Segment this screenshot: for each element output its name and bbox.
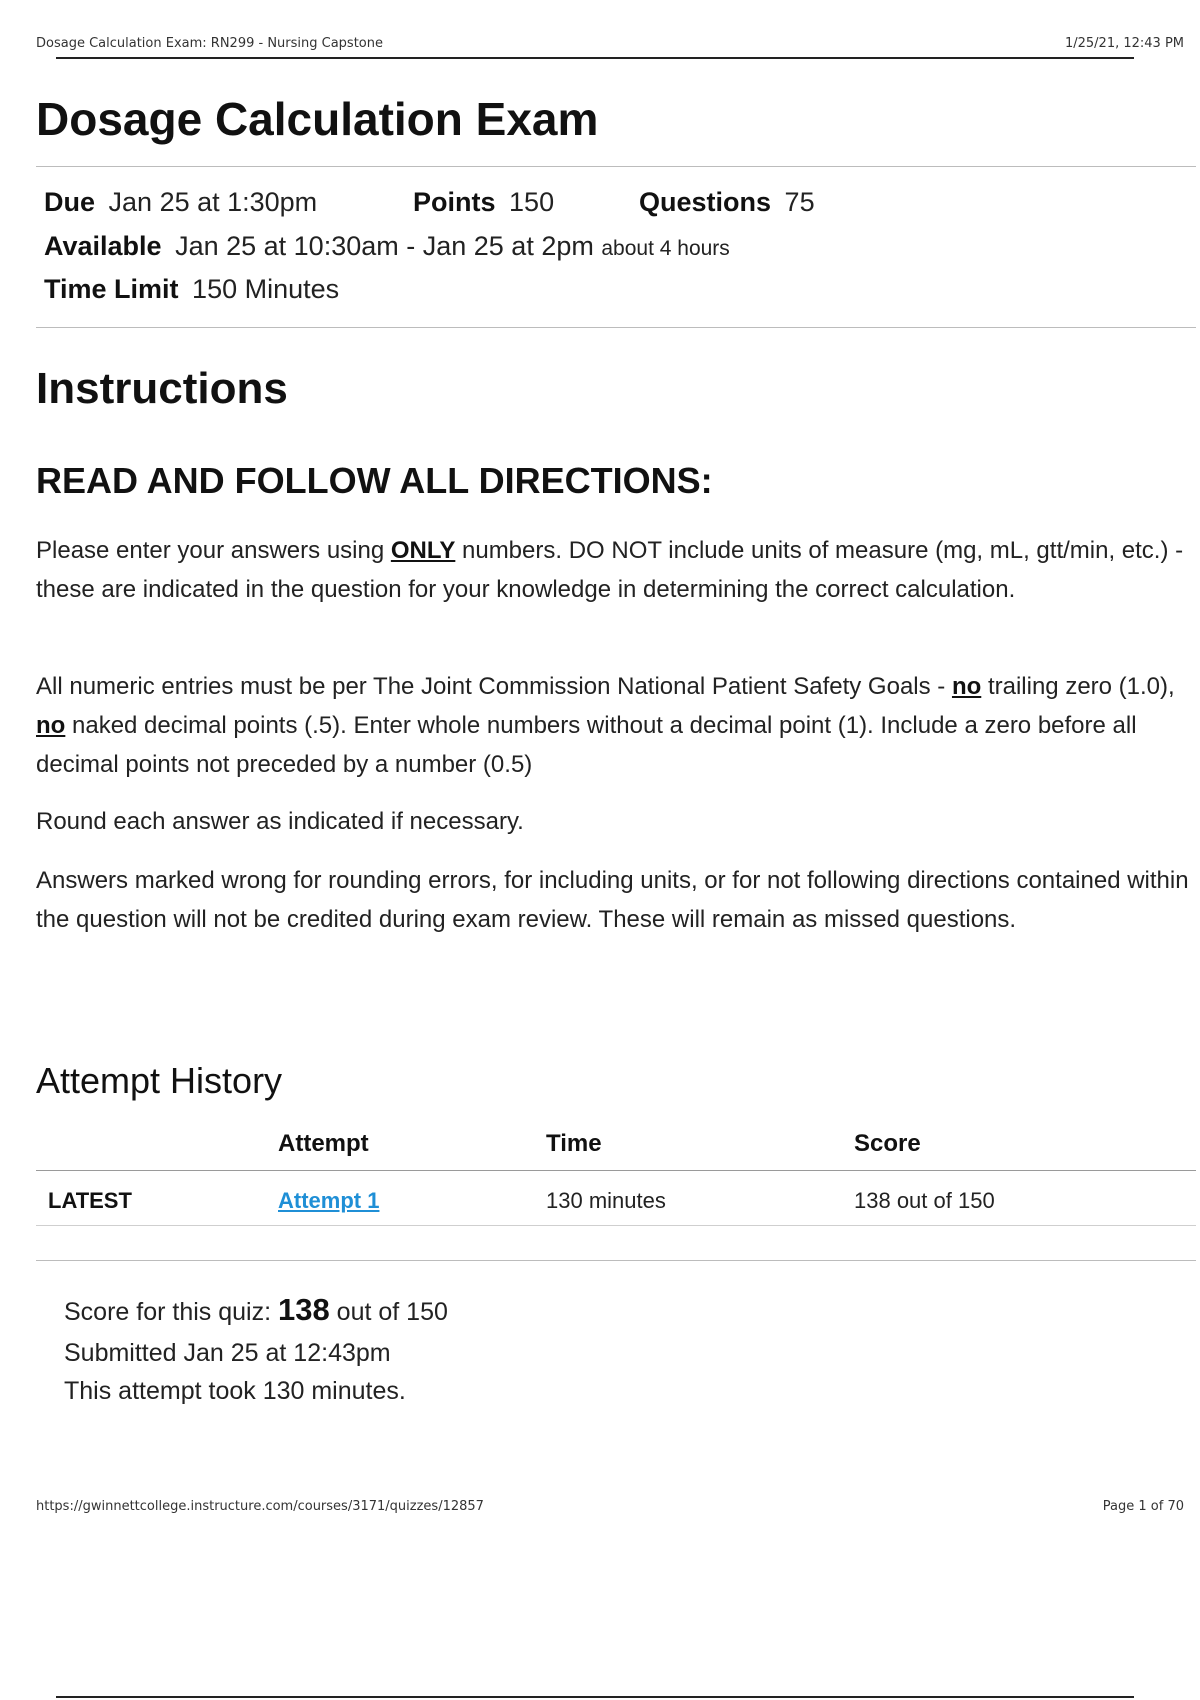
due-label: Due: [44, 187, 96, 217]
only-emphasis: ONLY: [390, 537, 456, 564]
print-footer-page-number: Page 1 of 70: [1102, 1499, 1184, 1514]
quiz-title: Dosage Calculation Exam: [36, 93, 599, 145]
print-footer: [36, 1499, 1184, 1519]
questions-info: [639, 187, 815, 218]
meta-divider: [36, 327, 1196, 328]
table-header-divider: [36, 1170, 1196, 1171]
points-label: Points: [413, 187, 496, 217]
title-divider: [36, 166, 1196, 167]
submitted-line: Submitted Jan 25 at 12:43pm: [64, 1339, 391, 1367]
attempt-score: 138 out of 150: [854, 1188, 995, 1213]
column-header-attempt: Attempt: [278, 1130, 369, 1157]
due-value: Jan 25 at 1:30pm: [108, 187, 318, 217]
print-header-title: Dosage Calculation Exam: RN299 - Nursing Capstone: [36, 36, 383, 51]
header-divider: [56, 57, 1134, 59]
available-info: [44, 231, 730, 262]
no-emphasis-1: no: [951, 673, 982, 700]
instruction-paragraph-2: All numeric entries must be per The Joint Commission National Patient Safety Goals - no trailing zero (1.0), no naked decimal points (.5). Enter whole numbers without a decimal point (1). Include a zero before all decimal points not preceded by a number (0.5): [36, 673, 1175, 778]
available-duration: about 4 hours: [601, 237, 730, 260]
time-limit-info: [44, 274, 339, 305]
attempt-history-heading: Attempt History: [36, 1060, 283, 1101]
instructions-heading: Instructions: [36, 364, 288, 413]
column-header-time: Time: [546, 1130, 602, 1157]
print-header: [36, 36, 1184, 56]
column-header-score: Score: [854, 1130, 921, 1157]
instruction-paragraph-4: Answers marked wrong for rounding errors, for including units, or for not following directions contained within the question will not be credited during exam review. These will remain as missed questions.: [36, 867, 1189, 933]
attempt-time: 130 minutes: [546, 1188, 666, 1213]
due-info: [44, 187, 317, 218]
no-emphasis-2: no: [36, 712, 66, 739]
points-info: [413, 187, 554, 218]
attempt-duration-line: This attempt took 130 minutes.: [64, 1377, 406, 1405]
questions-label: Questions: [639, 187, 772, 217]
quiz-meta-row-1: [44, 187, 1194, 221]
summary-divider: [36, 1260, 1196, 1261]
print-header-timestamp: 1/25/21, 12:43 PM: [1064, 36, 1184, 51]
questions-value: 75: [784, 187, 815, 217]
quiz-score-line: Score for this quiz: 138 out of 150: [64, 1292, 448, 1327]
points-value: 150: [509, 187, 555, 217]
bottom-divider: [56, 1696, 1134, 1698]
directions-heading: READ AND FOLLOW ALL DIRECTIONS:: [36, 460, 713, 501]
latest-tag: LATEST: [48, 1188, 132, 1213]
time-limit-label: Time Limit: [44, 274, 179, 304]
quiz-score-value: 138: [277, 1292, 330, 1327]
time-limit-value: 150 Minutes: [192, 274, 340, 304]
attempt-1-link[interactable]: Attempt 1: [278, 1188, 380, 1213]
instruction-paragraph-1: Please enter your answers using ONLY numbers. DO NOT include units of measure (mg, mL, gtt/min, etc.) - these are indicated in the question for your knowledge in determining the correct calculation.: [36, 537, 1184, 603]
instruction-paragraph-3: Round each answer as indicated if necessary.: [36, 808, 524, 835]
available-value: Jan 25 at 10:30am - Jan 25 at 2pm: [175, 231, 594, 261]
print-footer-url: https://gwinnettcollege.instructure.com/courses/3171/quizzes/12857: [36, 1499, 484, 1514]
available-label: Available: [44, 231, 162, 261]
table-row-divider: [36, 1225, 1196, 1226]
